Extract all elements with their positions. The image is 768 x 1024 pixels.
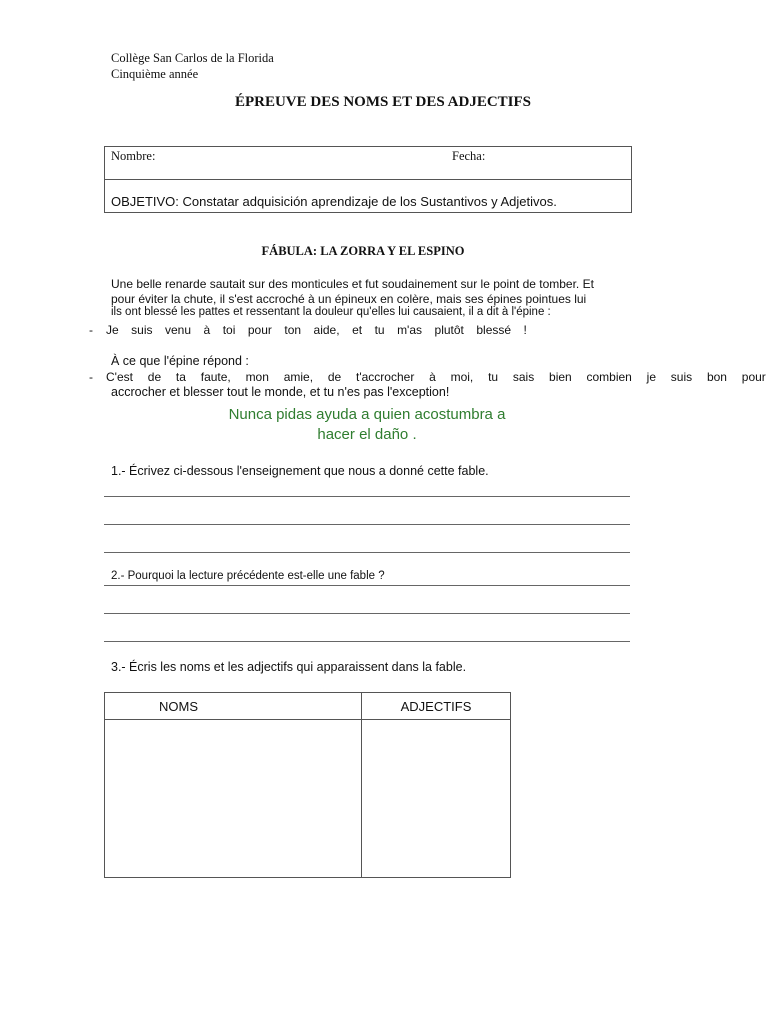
dialogue-word: à: [203, 323, 211, 337]
dialogue-word: bien: [549, 370, 572, 384]
fable-line-3: ils ont blessé les pattes et ressentant la douleur qu'elles lui causaient, il a dit à l'épine :: [111, 306, 551, 318]
moral-line-2: hacer el daño .: [317, 426, 417, 443]
objetivo-text: OBJETIVO: Constatar adquisición aprendizaje de los Sustantivos y Adjetivos.: [111, 194, 557, 209]
dialogue-word: suis: [670, 370, 693, 384]
column-header-noms: NOMS: [105, 693, 362, 720]
dialogue-word: tu: [374, 323, 385, 337]
moral-line-1: Nunca pidas ayuda a quien acostumbra a: [228, 406, 506, 423]
dialogue-word: C'est: [106, 370, 133, 384]
dialogue-word: de: [327, 370, 342, 384]
dialogue-word: faute,: [200, 370, 231, 384]
dialogue-line-2: [106, 370, 766, 384]
answer-line-2c[interactable]: [104, 641, 630, 642]
dialogue-word: combien: [586, 370, 632, 384]
table-answer-row: [105, 720, 511, 878]
nombre-field[interactable]: Nombre:: [111, 149, 156, 163]
column-header-adjectifs: ADJECTIFS: [362, 693, 511, 720]
dialogue-word: blessé: [476, 323, 512, 337]
adjectifs-answer-cell[interactable]: [362, 720, 511, 878]
grade-level: Cinquième année: [111, 67, 199, 81]
dialogue-word: pour: [741, 370, 766, 384]
dialogue-word: pour: [247, 323, 272, 337]
dialogue-word: toi: [222, 323, 236, 337]
question-2: 2.- Pourquoi la lecture précédente est-elle une fable ?: [111, 570, 385, 582]
dialogue-word: aide,: [313, 323, 340, 337]
answer-line-1a[interactable]: [104, 496, 630, 497]
dialogue-word: de: [147, 370, 162, 384]
dialogue-word: mon: [245, 370, 269, 384]
noms-adjectifs-table: [104, 692, 511, 878]
dialogue-word: suis: [131, 323, 153, 337]
dialogue-word: ton: [284, 323, 302, 337]
answer-line-1c[interactable]: [104, 552, 630, 553]
dialogue-word: !: [523, 323, 527, 337]
dialogue-word: m'as: [397, 323, 423, 337]
question-3: 3.- Écris les noms et les adjectifs qui apparaissent dans la fable.: [111, 660, 467, 674]
page-title: [0, 94, 768, 111]
page-title-text: ÉPREUVE DES NOMS ET DES ADJECTIFS: [234, 94, 532, 110]
answer-line-1b[interactable]: [104, 524, 630, 525]
school-name: Collège San Carlos de la Florida: [111, 51, 274, 65]
dialogue-word: à: [429, 370, 436, 384]
dialogue-word: et: [352, 323, 363, 337]
dialogue-line-1: [106, 323, 527, 337]
dialogue-word: t'accrocher: [356, 370, 415, 384]
fable-title: FÁBULA: LA ZORRA Y EL ESPINO: [261, 244, 465, 258]
fable-line-1: Une belle renarde sautait sur des monticules et fut soudainement sur le point de tomber. Et: [111, 277, 594, 291]
school-header: [111, 50, 274, 82]
dialogue-word: bon: [706, 370, 727, 384]
answer-line-2b[interactable]: [104, 613, 630, 614]
dialogue-dash-1: -: [89, 323, 93, 337]
noms-answer-cell[interactable]: [105, 720, 362, 878]
fable-line-2: pour éviter la chute, il s'est accroché à un épineux en colère, mais ses épines pointues lui: [111, 292, 587, 306]
dialogue-word: je: [646, 370, 656, 384]
dialogue-word: tu: [488, 370, 499, 384]
question-1: 1.- Écrivez ci-dessous l'enseignement que nous a donné cette fable.: [111, 464, 489, 478]
name-date-row: [105, 147, 631, 180]
dialogue-dash-2: -: [89, 370, 93, 384]
answer-line-2a[interactable]: [104, 585, 630, 586]
dialogue-word: sais: [512, 370, 535, 384]
dialogue-word: ta: [175, 370, 186, 384]
dialogue-word: plutôt: [434, 323, 464, 337]
reply-intro: À ce que l'épine répond :: [111, 354, 249, 368]
dialogue-word: Je: [106, 323, 119, 337]
dialogue-word: amie,: [283, 370, 314, 384]
dialogue-word: moi,: [450, 370, 474, 384]
dialogue-line-2-cont: accrocher et blesser tout le monde, et tu n'es pas l'exception!: [111, 385, 450, 399]
fecha-field[interactable]: Fecha:: [452, 149, 486, 163]
dialogue-word: venu: [165, 323, 192, 337]
student-info-box: [104, 146, 632, 213]
table-header-row: [105, 693, 511, 720]
